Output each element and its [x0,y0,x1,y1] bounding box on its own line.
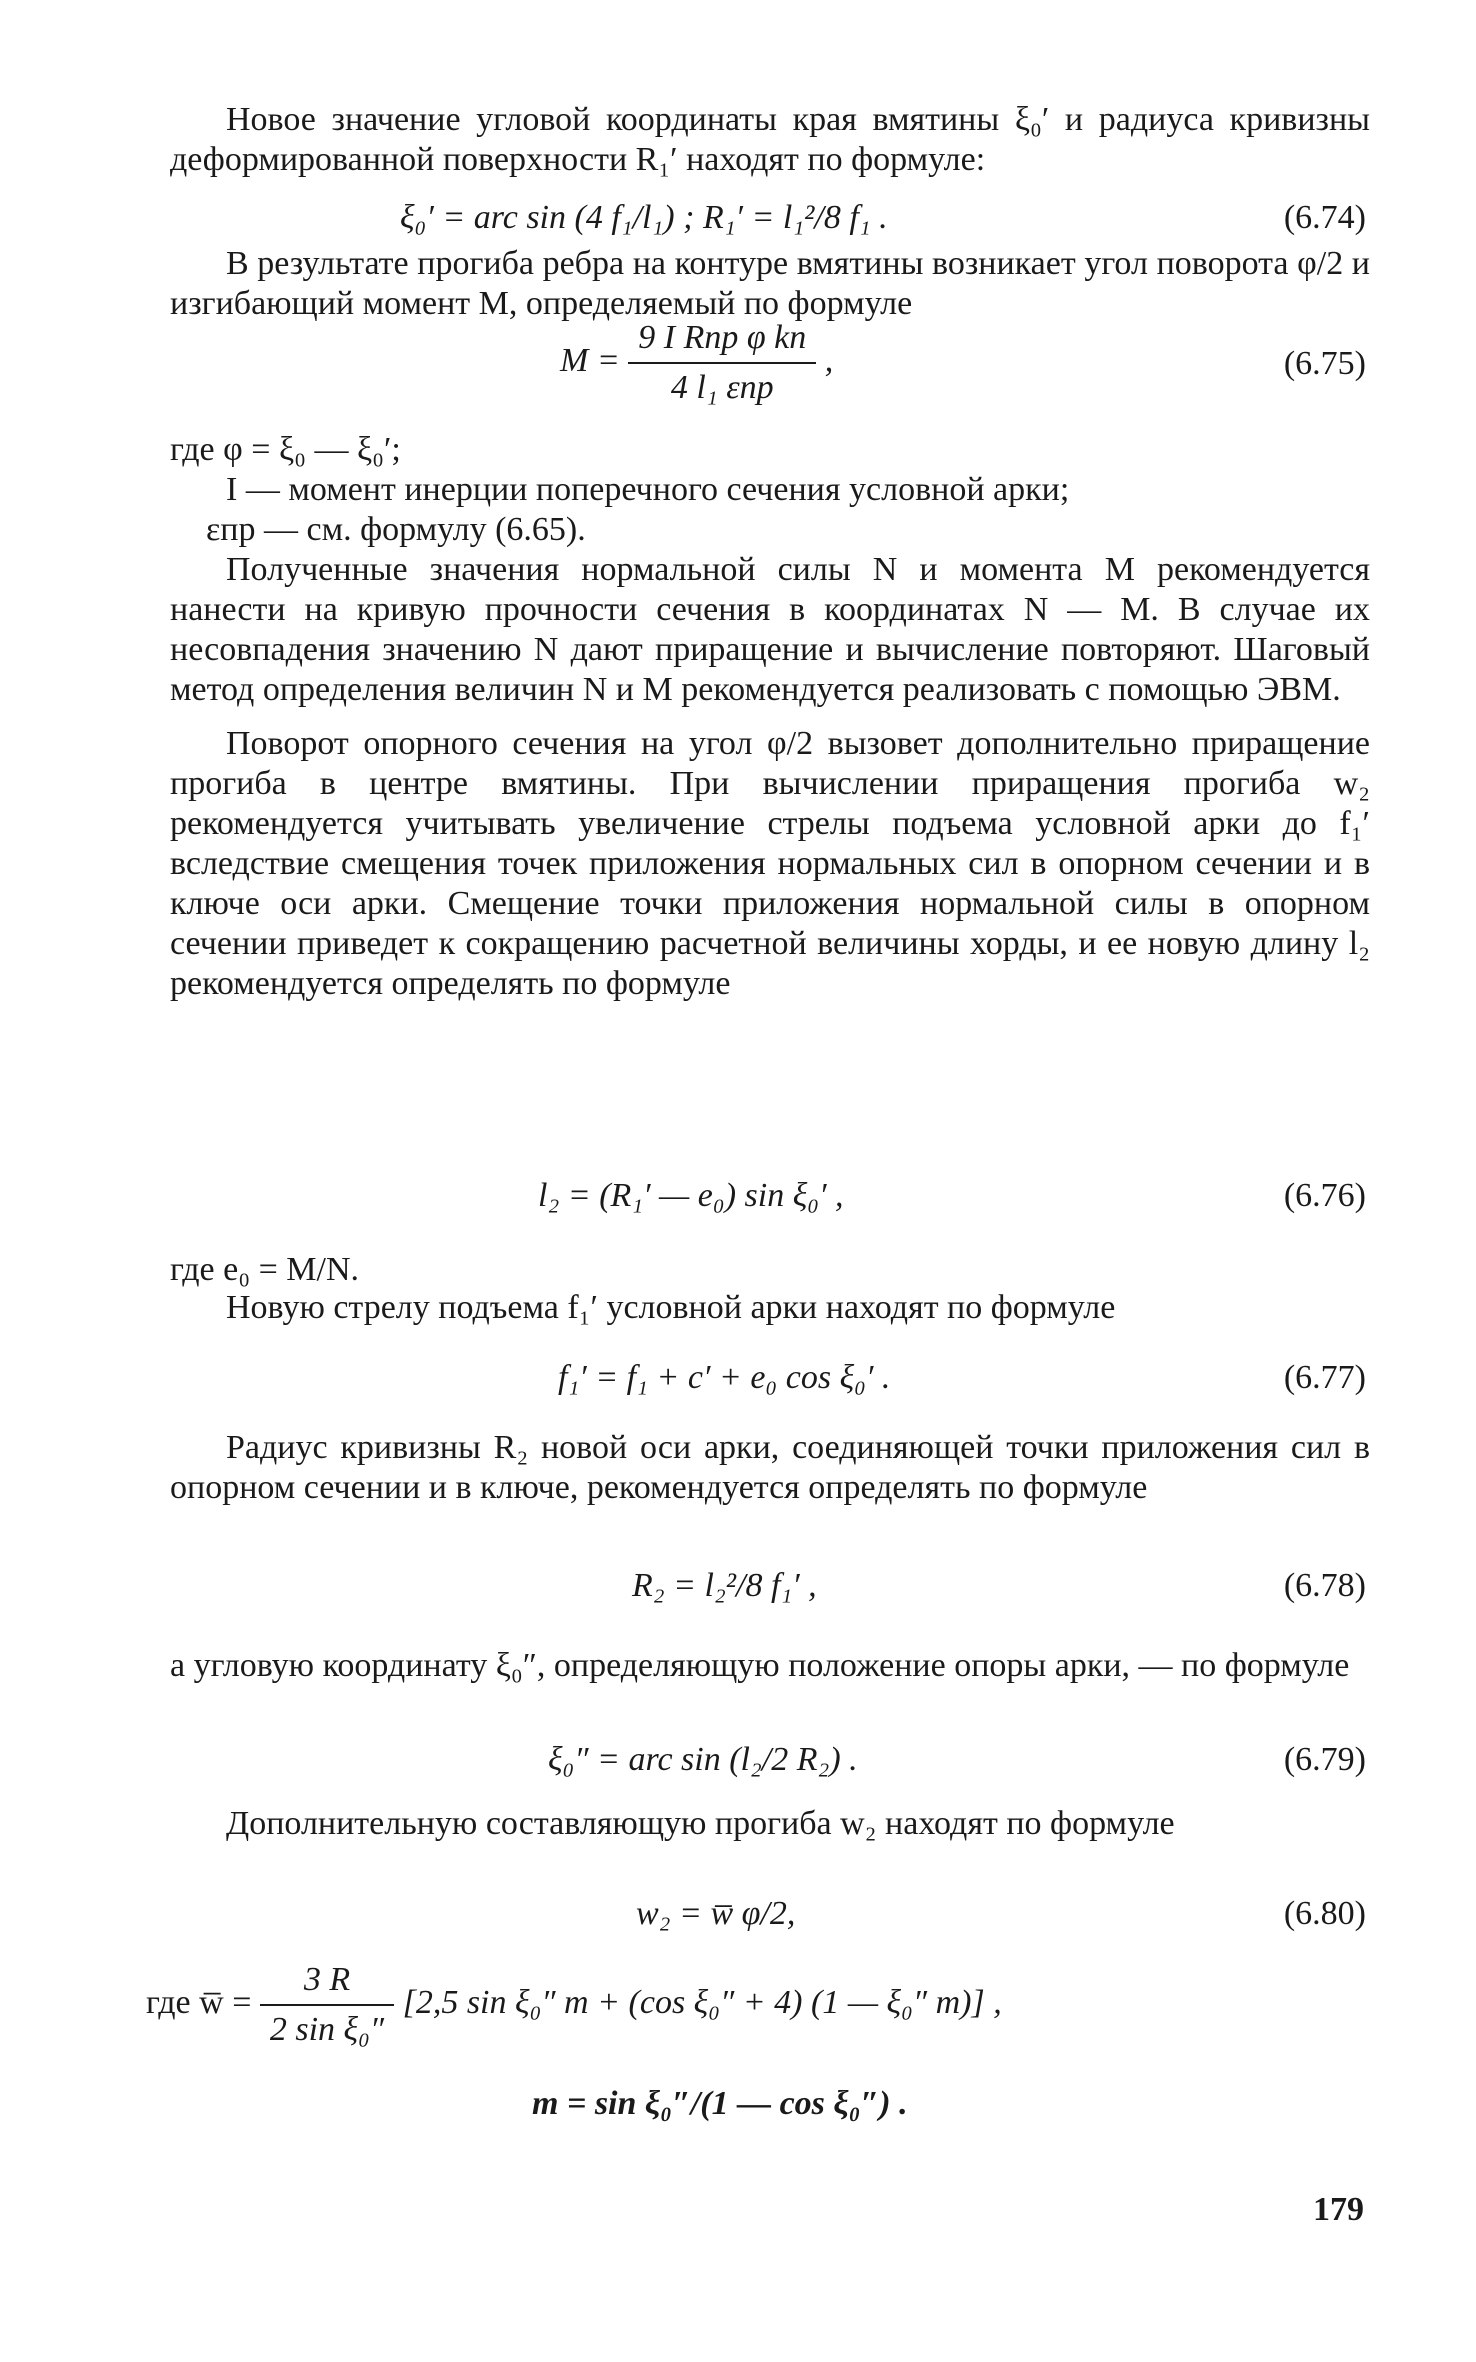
paragraph-3: Полученные значения нормальной силы N и момента M рекомендуется нанести на кривую прочности сечения в координатах N — M. В случае их несовпадения значению N дают приращение и вычисление повторяют. Шаговый метод определения величин N и M рекомендуется реализовать с помощью ЭВМ. [170,551,1370,708]
equation-6-75-fraction [628,318,816,408]
paragraph-1: Новое значение угловой координаты края вмятины ξ₀′ и радиуса кривизны деформированной поверхности R₁′ находят по формуле: [170,101,1370,178]
paragraph-5: Новую стрелу подъема f₁′ условной арки находят по формуле [226,1289,1116,1326]
equation-w-bar-lhs: где w̅ = [146,1983,252,2021]
equation-6-75-numerator: 9 I Rпр φ kп [628,318,816,364]
equation-number-6-76: (6.76) [1283,1177,1366,1214]
equation-w-bar-numerator: 3 R [260,1960,394,2006]
equation-w-bar-fraction [260,1960,394,2050]
where-inertia: I — момент инерции поперечного сечения условной арки; [226,471,1070,508]
equation-6-77: f₁′ = f₁ + c′ + e₀ cos ξ₀′ . [558,1359,891,1396]
equation-w-bar-denominator: 2 sin ξ₀″ [269,2011,385,2048]
where-phi: где φ = ξ₀ — ξ₀′; [170,431,401,468]
paragraph-2: В результате прогиба ребра на контуре вмятины возникает угол поворота φ/2 и изгибающий момент M, определяемый по формуле [170,245,1370,322]
paragraph-8: Дополнительную составляющую прогиба w₂ находят по формуле [226,1805,1175,1842]
equation-m: m = sin ξ₀″/(1 — cos ξ₀″) . [532,2085,908,2122]
where-epsilon: εпр — см. формулу (6.65). [206,511,586,548]
equation-w-bar-tail: [2,5 sin ξ₀″ m + (cos ξ₀″ + 4) (1 — ξ₀″ m)] , [402,1983,1002,2021]
equation-number-6-78: (6.78) [1283,1567,1366,1604]
equation-6-75-denominator: 4 l₁ εпр [670,369,774,406]
equation-number-6-77: (6.77) [1283,1359,1366,1396]
equation-number-6-75: (6.75) [1283,345,1366,382]
equation-6-75-tail: , [824,341,834,379]
equation-6-80: w₂ = w̅ φ/2, [636,1895,796,1932]
equation-6-75 [560,318,833,408]
equation-6-79: ξ₀″ = arc sin (l₂/2 R₂) . [548,1741,858,1778]
paragraph-4: Поворот опорного сечения на угол φ/2 вызовет дополнительно приращение прогиба в центре вмятины. При вычислении приращения прогиба w₂ рекомендуется учитывать увеличение стрелы подъема условной арки до f₁′ вследствие смещения точек приложения нормальных сил в опорном сечении и в ключе оси арки. Смещение точки приложения нормальной силы в опорном сечении приведет к сокращению расчетной величины хорды, и ее новую длину l₂ рекомендуется определять по формуле [170,725,1370,1002]
equation-6-75-lhs: M = [560,341,620,379]
equation-w-bar [146,1960,1002,2050]
equation-number-6-79: (6.79) [1283,1741,1366,1778]
equation-number-6-74: (6.74) [1283,199,1366,236]
where-e0: где e₀ = M/N. [170,1251,359,1288]
equation-6-76: l₂ = (R₁′ — e₀) sin ξ₀′ , [538,1177,844,1214]
equation-6-74: ξ₀′ = arc sin (4 f₁/l₁) ; R₁′ = l₁²/8 f₁ . [400,199,888,236]
paragraph-7: а угловую координату ξ₀″, определяющую положение опоры арки, — по формуле [170,1647,1350,1684]
equation-number-6-80: (6.80) [1283,1895,1366,1932]
paragraph-6: Радиус кривизны R₂ новой оси арки, соединяющей точки приложения сил в опорном сечении и в ключе, рекомендуется определять по формуле [170,1429,1370,1506]
equation-6-78: R₂ = l₂²/8 f₁′ , [632,1567,817,1604]
page-number: 179 [1313,2191,1364,2228]
